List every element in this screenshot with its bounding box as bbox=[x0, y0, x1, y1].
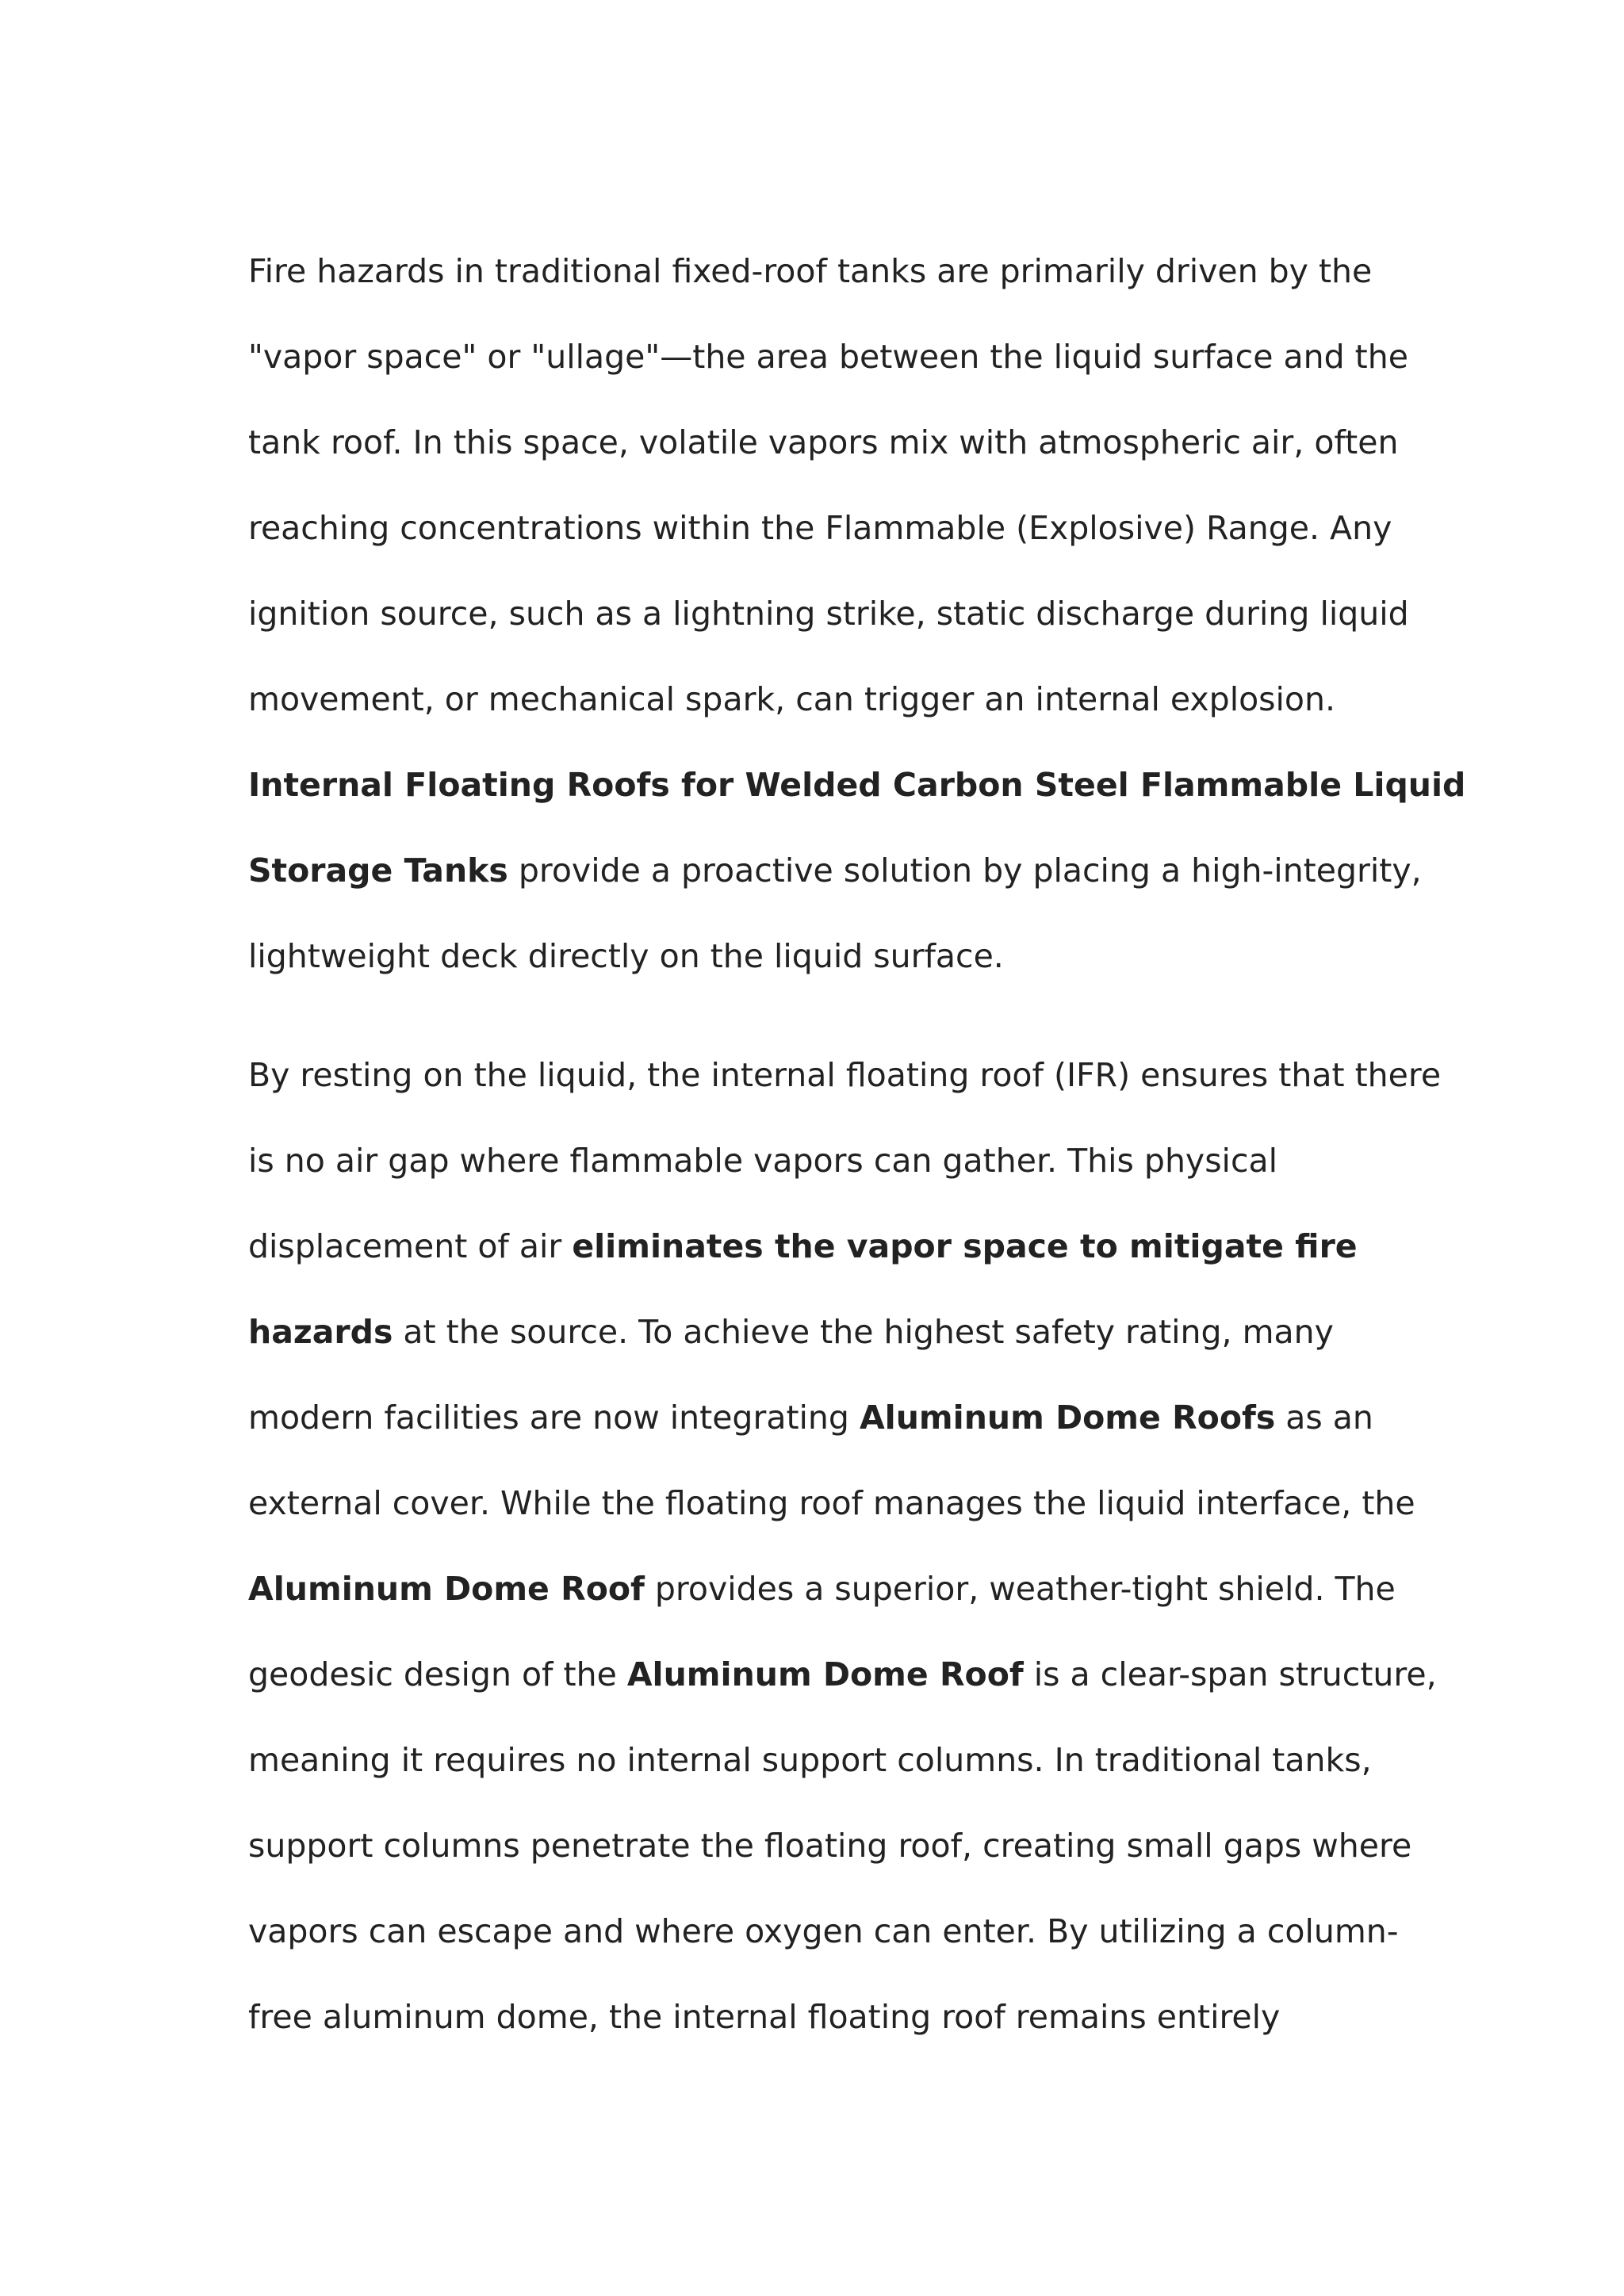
paragraph-spacer bbox=[248, 999, 1390, 1032]
bold-text-run: hazards bbox=[248, 1313, 393, 1351]
text-line bbox=[248, 1717, 1390, 1803]
bold-text-run: Aluminum Dome Roofs bbox=[859, 1399, 1276, 1437]
text-run: reaching concentrations within the Flammable (Explosive) Range. Any bbox=[248, 509, 1392, 547]
text-line bbox=[248, 828, 1422, 913]
text-run: modern facilities are now integrating bbox=[248, 1399, 860, 1437]
bold-text-run: Internal Floating Roofs for Welded Carbon Steel Flammable Liquid bbox=[248, 766, 1466, 804]
text-line bbox=[248, 1888, 1399, 1974]
text-run: geodesic design of the bbox=[248, 1655, 627, 1693]
text-line bbox=[248, 400, 1399, 485]
text-run: "vapor space" or "ullage"—the area between the liquid surface and the bbox=[248, 338, 1408, 376]
text-line bbox=[248, 1118, 1390, 1203]
text-run: lightweight deck directly on the liquid surface. bbox=[248, 937, 1004, 975]
text-run: By resting on the liquid, the internal floating roof (IFR) ensures that there bbox=[248, 1056, 1442, 1094]
text-run: meaning it requires no internal support columns. In traditional tanks, bbox=[248, 1741, 1372, 1779]
text-line bbox=[248, 314, 1408, 400]
text-run: Fire hazards in traditional fixed-roof tanks are primarily driven by the bbox=[248, 252, 1373, 290]
bold-text-run: Aluminum Dome Roof bbox=[248, 1570, 645, 1608]
text-line bbox=[248, 1032, 1442, 1118]
text-run: tank roof. In this space, volatile vapors mix with atmospheric air, often bbox=[248, 423, 1399, 461]
text-run: as an bbox=[1275, 1399, 1373, 1437]
text-run: support columns penetrate the floating roof, creating small gaps where bbox=[248, 1827, 1412, 1865]
paragraph-fire-hazards bbox=[248, 228, 1466, 999]
text-line bbox=[248, 485, 1390, 571]
bold-text-run: Aluminum Dome Roof bbox=[626, 1655, 1024, 1693]
bold-text-run: Storage Tanks bbox=[248, 851, 508, 890]
text-run: provide a proactive solution by placing a high-integrity, bbox=[508, 851, 1422, 890]
text-run: external cover. While the floating roof manages the liquid interface, the bbox=[248, 1484, 1415, 1522]
text-run: is a clear-span structure, bbox=[1023, 1655, 1437, 1693]
document-body bbox=[248, 228, 1466, 2060]
bold-text-run: eliminates the vapor space to mitigate fire bbox=[572, 1227, 1358, 1265]
text-line bbox=[248, 571, 1409, 656]
text-line bbox=[248, 228, 1390, 314]
text-run: is no air gap where flammable vapors can gather. This physical bbox=[248, 1142, 1278, 1180]
text-line bbox=[248, 1974, 1390, 2060]
text-run: vapors can escape and where oxygen can enter. By utilizing a column- bbox=[248, 1912, 1399, 1950]
text-run: provides a superior, weather-tight shield. The bbox=[644, 1570, 1396, 1608]
text-line bbox=[248, 913, 1390, 999]
text-line bbox=[248, 1289, 1390, 1375]
text-run: at the source. To achieve the highest safety rating, many bbox=[393, 1313, 1334, 1351]
text-line bbox=[248, 1546, 1396, 1632]
text-line bbox=[248, 742, 1466, 828]
text-line bbox=[248, 1375, 1390, 1460]
text-run: ignition source, such as a lightning strike, static discharge during liquid bbox=[248, 595, 1409, 633]
text-run: free aluminum dome, the internal floating roof remains entirely bbox=[248, 1998, 1281, 2036]
text-run: displacement of air bbox=[248, 1227, 573, 1265]
text-line bbox=[248, 1803, 1412, 1888]
text-line bbox=[248, 1460, 1415, 1546]
paragraph-floating-roof bbox=[248, 1032, 1442, 2060]
text-line bbox=[248, 656, 1390, 742]
text-line bbox=[248, 1632, 1437, 1717]
text-run: movement, or mechanical spark, can trigger an internal explosion. bbox=[248, 680, 1336, 718]
text-line bbox=[248, 1203, 1390, 1289]
